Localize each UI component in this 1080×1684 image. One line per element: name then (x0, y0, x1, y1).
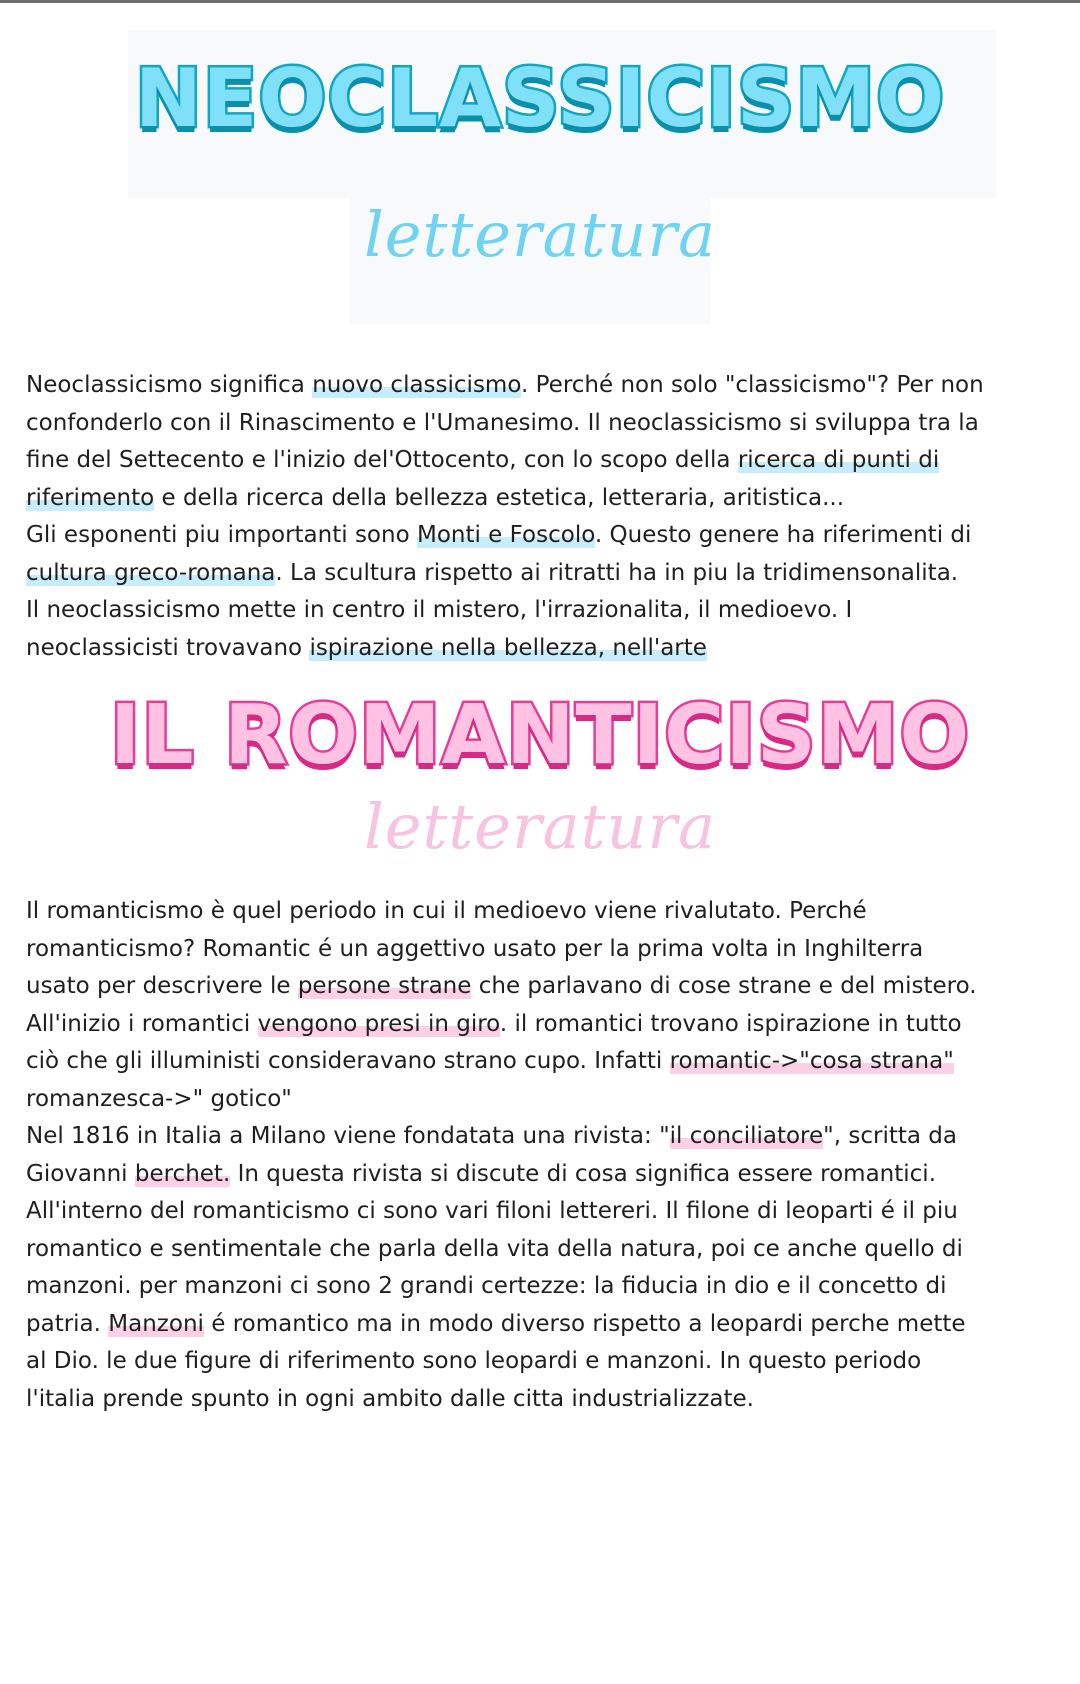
highlighted-text: vengono presi in giro (257, 1010, 500, 1037)
text-line (26, 367, 1056, 405)
romanticismo-subtitle: letteratura (363, 790, 717, 863)
text-line (26, 1193, 1056, 1231)
text-segment: ciò che gli illuministi consideravano strano cupo. Infatti (26, 1048, 670, 1074)
text-segment: Nel 1816 in Italia a Milano viene fondatata una rivista: " (26, 1123, 670, 1149)
highlighted-text: riferimento (26, 484, 155, 511)
text-segment: l'italia prende spunto in ogni ambito dalle citta industrializzate. (26, 1385, 754, 1412)
text-segment: All'inizio i romantici (26, 1010, 258, 1037)
neoclassicismo-paragraph (26, 367, 1056, 667)
text-segment: . La scultura rispetto ai ritratti ha in piu la tridimensonalita. (275, 559, 959, 586)
text-segment: Gli esponenti piu importanti sono (26, 522, 417, 548)
neoclassicismo-title: NEOCLASSICISMO (134, 52, 946, 145)
neoclassicismo-subtitle: letteratura (363, 198, 717, 271)
text-line (26, 1156, 1056, 1194)
text-line (26, 480, 1056, 518)
text-line (26, 1343, 1056, 1381)
highlighted-text: ricerca di punti di (737, 447, 940, 473)
highlighted-text: persone strane (297, 973, 472, 999)
highlighted-text: nuovo classicismo (312, 372, 521, 398)
text-line (26, 442, 1056, 480)
highlighted-text: Manzoni (108, 1310, 204, 1337)
text-segment: Il neoclassicismo mette in centro il mistero, l'irrazionalita, il medioevo. I (26, 597, 853, 623)
text-segment: . il romantici trovano ispirazione in tutto (499, 1010, 962, 1037)
romanticismo-paragraph (26, 893, 1056, 1418)
text-segment: Il romanticismo è quel periodo in cui il medioevo viene rivalutato. Perché (26, 898, 867, 924)
highlighted-text: Monti e Foscolo (416, 522, 595, 548)
text-segment: . Perché non solo "classicismo"? Per non (521, 372, 984, 398)
text-line (26, 555, 1056, 593)
highlighted-text: cultura greco-romana (26, 559, 276, 586)
text-line (26, 968, 1056, 1006)
romanticismo-title: IL ROMANTICISMO (109, 688, 971, 783)
text-segment: Giovanni (26, 1160, 135, 1187)
text-line (26, 1118, 1056, 1156)
text-segment: usato per descrivere le (26, 973, 298, 999)
text-segment: romanticismo? Romantic é un aggettivo usato per la prima volta in Inghilterra (26, 935, 924, 962)
highlighted-text: ispirazione nella bellezza, nell'arte (309, 634, 707, 661)
text-segment: romanzesca->" gotico" (26, 1085, 292, 1112)
text-segment: ", scritta da (823, 1123, 957, 1149)
text-line (26, 1381, 1056, 1419)
text-segment: In questa rivista si discute di cosa significa essere romantici. (230, 1160, 937, 1187)
highlighted-text: berchet. (134, 1160, 231, 1187)
text-line (26, 1006, 1056, 1044)
text-segment: é romantico ma in modo diverso rispetto a leopardi perche mette (203, 1310, 966, 1337)
text-line (26, 592, 1056, 630)
text-line (26, 1306, 1056, 1344)
text-line (26, 893, 1056, 931)
text-segment: fine del Settecento e l'inizio del'Ottocento, con lo scopo della (26, 447, 738, 473)
highlighted-text: il conciliatore (669, 1123, 824, 1149)
text-line (26, 405, 1056, 443)
text-segment: romantico e sentimentale che parla della vita della natura, poi ce anche quello di (26, 1235, 963, 1262)
text-segment: patria. (26, 1310, 109, 1337)
text-line (26, 1043, 1056, 1081)
text-segment: Neoclassicismo significa (26, 372, 313, 398)
highlighted-text: romantic->"cosa strana" (669, 1048, 954, 1074)
text-line (26, 517, 1056, 555)
text-segment: confonderlo con il Rinascimento e l'Umanesimo. Il neoclassicismo si sviluppa tra la (26, 409, 979, 436)
text-segment: neoclassicisti trovavano (26, 634, 310, 661)
text-line (26, 1081, 1056, 1119)
text-segment: manzoni. per manzoni ci sono 2 grandi certezze: la fiducia in dio e il concetto di (26, 1273, 947, 1299)
text-segment: e della ricerca della bellezza estetica, letteraria, aritistica... (154, 484, 845, 511)
text-segment: che parlavano di cose strane e del mistero. (471, 973, 977, 999)
text-line (26, 931, 1056, 969)
text-segment: al Dio. le due figure di riferimento sono leopardi e manzoni. In questo periodo (26, 1348, 922, 1374)
top-divider (0, 0, 1080, 3)
text-line (26, 630, 1056, 668)
text-segment: . Questo genere ha riferimenti di (594, 522, 972, 548)
text-segment: All'interno del romanticismo ci sono vari filoni lettereri. Il filone di leoparti é il piu (26, 1198, 958, 1224)
text-line (26, 1268, 1056, 1306)
text-line (26, 1231, 1056, 1269)
